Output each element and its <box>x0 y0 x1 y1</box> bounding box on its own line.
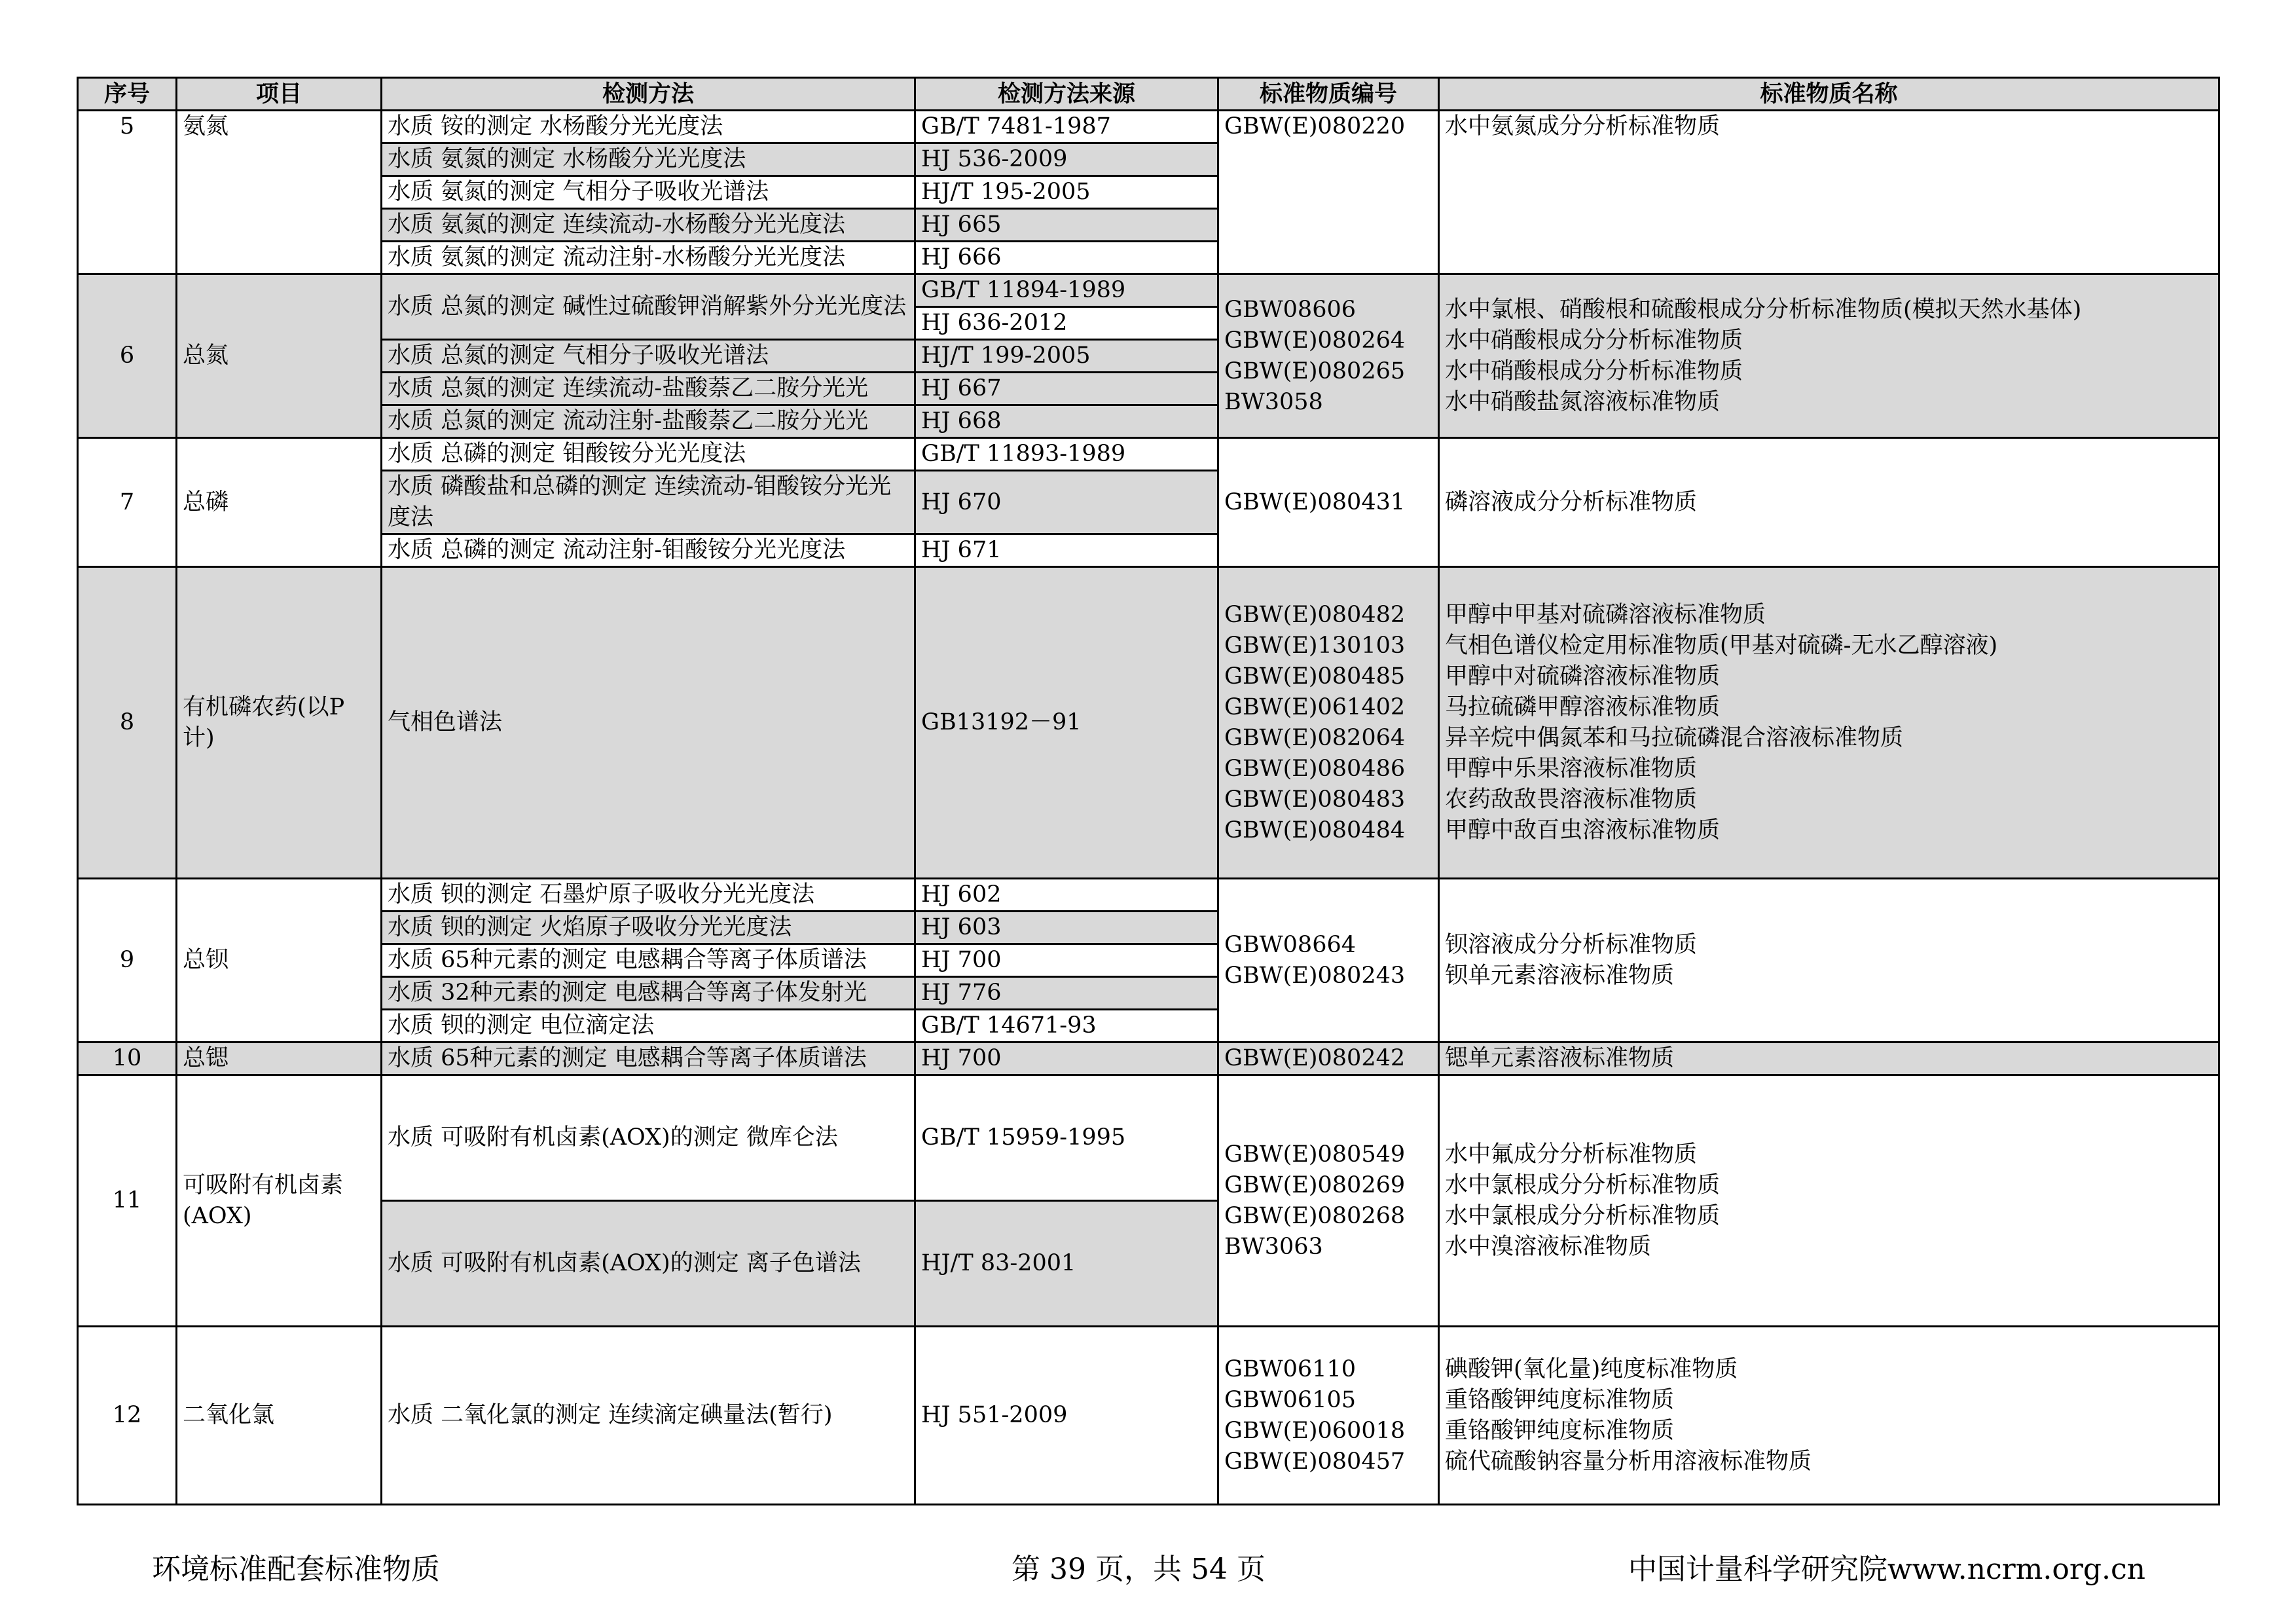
row-codes <box>1218 1075 1439 1327</box>
code-line: GBW(E)060018 <box>1224 1417 1406 1444</box>
row-source: HJ 603 <box>915 912 1218 944</box>
name-line: 水中氯根成分分析标准物质 <box>1445 1202 1721 1229</box>
row-method: 水质 钡的测定 石墨炉原子吸收分光光度法 <box>382 879 915 912</box>
code-line: GBW(E)080268 <box>1224 1202 1406 1229</box>
row-method: 水质 总磷的测定 钼酸铵分光光度法 <box>382 438 915 471</box>
name-line: 水中氟成分分析标准物质 <box>1445 1141 1698 1168</box>
row-names <box>1439 1075 2219 1327</box>
row-number: 10 <box>78 1043 177 1075</box>
row-method: 气相色谱法 <box>382 567 915 879</box>
row-number: 7 <box>78 438 177 567</box>
name-line: 甲醇中甲基对硫磷溶液标准物质 <box>1445 601 1766 628</box>
code-line: GBW(E)080549 <box>1224 1141 1406 1168</box>
row-number: 12 <box>78 1327 177 1505</box>
table-header-row <box>78 78 2219 111</box>
row-source: GB/T 11893-1989 <box>915 438 1218 471</box>
table-row <box>78 1327 2219 1505</box>
code-line: GBW(E)080243 <box>1224 962 1406 989</box>
row-names <box>1439 438 2219 567</box>
name-line: 水中氯根、硝酸根和硫酸根成分分析标准物质(模拟天然水基体) <box>1445 296 2082 323</box>
code-line: GBW(E)080220 <box>1224 113 1406 139</box>
row-method: 水质 钡的测定 电位滴定法 <box>382 1010 915 1043</box>
row-source: HJ 670 <box>915 471 1218 534</box>
row-source: GB/T 11894-1989 <box>915 274 1218 307</box>
table-row <box>78 438 2219 471</box>
row-method: 水质 氨氮的测定 气相分子吸收光谱法 <box>382 176 915 209</box>
row-source: HJ 666 <box>915 242 1218 274</box>
row-names <box>1439 111 2219 274</box>
table-row <box>78 1043 2219 1075</box>
row-method: 水质 铵的测定 水杨酸分光光度法 <box>382 111 915 143</box>
header-item: 项目 <box>177 78 382 111</box>
row-method: 水质 二氧化氯的测定 连续滴定碘量法(暂行) <box>382 1327 915 1505</box>
table-row <box>78 111 2219 143</box>
row-item: 二氧化氯 <box>177 1327 382 1505</box>
row-number: 6 <box>78 274 177 438</box>
row-item: 总磷 <box>177 438 382 567</box>
row-source: HJ/T 199-2005 <box>915 340 1218 373</box>
row-source: HJ/T 83-2001 <box>915 1201 1218 1327</box>
code-line: GBW(E)080264 <box>1224 327 1406 354</box>
name-line: 重铬酸钾纯度标准物质 <box>1445 1386 1675 1413</box>
name-line: 重铬酸钾纯度标准物质 <box>1445 1417 1675 1444</box>
row-item: 总氮 <box>177 274 382 438</box>
header-name: 标准物质名称 <box>1439 78 2219 111</box>
row-source: HJ 668 <box>915 405 1218 438</box>
row-names <box>1439 1043 2219 1075</box>
name-line: 水中硝酸根成分分析标准物质 <box>1445 327 1743 354</box>
row-codes <box>1218 1043 1439 1075</box>
row-names <box>1439 274 2219 438</box>
name-line: 异辛烷中偶氮苯和马拉硫磷混合溶液标准物质 <box>1445 724 1904 751</box>
row-item: 氨氮 <box>177 111 382 274</box>
row-codes <box>1218 879 1439 1043</box>
row-number: 11 <box>78 1075 177 1327</box>
code-line: GBW(E)080486 <box>1224 755 1406 782</box>
row-source: HJ 776 <box>915 977 1218 1010</box>
row-codes <box>1218 567 1439 879</box>
name-line: 气相色谱仪检定用标准物质(甲基对硫磷-无水乙醇溶液) <box>1445 632 1998 659</box>
name-line: 甲醇中对硫磷溶液标准物质 <box>1445 663 1721 690</box>
table-row <box>78 274 2219 307</box>
row-method: 水质 氨氮的测定 水杨酸分光光度法 <box>382 143 915 176</box>
row-codes <box>1218 1327 1439 1505</box>
name-line: 锶单元素溶液标准物质 <box>1445 1045 1675 1071</box>
row-method: 水质 总氮的测定 碱性过硫酸钾消解紫外分光光度法 <box>382 274 915 340</box>
row-method: 水质 氨氮的测定 连续流动-水杨酸分光光度法 <box>382 209 915 242</box>
name-line: 钡单元素溶液标准物质 <box>1445 962 1675 989</box>
row-source: HJ 700 <box>915 1043 1218 1075</box>
code-line: GBW(E)080265 <box>1224 358 1406 384</box>
name-line: 马拉硫磷甲醇溶液标准物质 <box>1445 693 1721 720</box>
row-method: 水质 可吸附有机卤素(AOX)的测定 微库仑法 <box>382 1075 915 1201</box>
row-item: 总钡 <box>177 879 382 1043</box>
code-line: GBW(E)130103 <box>1224 632 1406 659</box>
name-line: 水中硝酸盐氮溶液标准物质 <box>1445 388 1721 415</box>
footer-title: 环境标准配套标准物质 <box>152 1553 440 1586</box>
row-method: 水质 氨氮的测定 流动注射-水杨酸分光光度法 <box>382 242 915 274</box>
code-line: GBW(E)080484 <box>1224 817 1406 843</box>
header-code: 标准物质编号 <box>1218 78 1439 111</box>
row-source: HJ 671 <box>915 534 1218 567</box>
row-codes <box>1218 111 1439 274</box>
table-row <box>78 567 2219 879</box>
row-number: 5 <box>78 111 177 274</box>
name-line: 水中硝酸根成分分析标准物质 <box>1445 358 1743 384</box>
row-names <box>1439 1327 2219 1505</box>
name-line: 钡溶液成分分析标准物质 <box>1445 931 1698 958</box>
name-line: 碘酸钾(氧化量)纯度标准物质 <box>1445 1356 1738 1382</box>
code-line: GBW06105 <box>1224 1386 1356 1413</box>
row-number: 8 <box>78 567 177 879</box>
code-line: GBW08664 <box>1224 931 1356 958</box>
row-method: 水质 可吸附有机卤素(AOX)的测定 离子色谱法 <box>382 1201 915 1327</box>
row-source: HJ 602 <box>915 879 1218 912</box>
code-line: GBW(E)080485 <box>1224 663 1406 690</box>
standards-table <box>77 77 2220 1505</box>
row-codes <box>1218 274 1439 438</box>
name-line: 甲醇中乐果溶液标准物质 <box>1445 755 1698 782</box>
row-method: 水质 磷酸盐和总磷的测定 连续流动-钼酸铵分光光度法 <box>382 471 915 534</box>
header-method: 检测方法 <box>382 78 915 111</box>
row-names <box>1439 567 2219 879</box>
row-codes <box>1218 438 1439 567</box>
code-line: GBW(E)080483 <box>1224 786 1406 813</box>
code-line: GBW(E)080482 <box>1224 601 1406 628</box>
row-source: HJ 636-2012 <box>915 307 1218 340</box>
code-line: GBW(E)080242 <box>1224 1045 1406 1071</box>
row-names <box>1439 879 2219 1043</box>
row-item: 有机磷农药(以P计) <box>177 567 382 879</box>
row-source: HJ 700 <box>915 944 1218 977</box>
name-line: 水中溴溶液标准物质 <box>1445 1233 1652 1260</box>
name-line: 甲醇中敌百虫溶液标准物质 <box>1445 817 1721 843</box>
code-line: GBW08606 <box>1224 296 1356 323</box>
code-line: GBW(E)080431 <box>1224 489 1406 515</box>
row-source: GB/T 7481-1987 <box>915 111 1218 143</box>
name-line: 硫代硫酸钠容量分析用溶液标准物质 <box>1445 1448 1812 1475</box>
header-source: 检测方法来源 <box>915 78 1218 111</box>
code-line: GBW(E)061402 <box>1224 693 1406 720</box>
table-row <box>78 879 2219 912</box>
row-source: GB13192－91 <box>915 567 1218 879</box>
row-number: 9 <box>78 879 177 1043</box>
table-row <box>78 1075 2219 1201</box>
row-source: HJ/T 195-2005 <box>915 176 1218 209</box>
row-item: 总锶 <box>177 1043 382 1075</box>
header-no: 序号 <box>78 78 177 111</box>
name-line: 水中氯根成分分析标准物质 <box>1445 1172 1721 1198</box>
row-method: 水质 钡的测定 火焰原子吸收分光光度法 <box>382 912 915 944</box>
code-line: GBW(E)080269 <box>1224 1172 1406 1198</box>
code-line: GBW(E)082064 <box>1224 724 1406 751</box>
row-method: 水质 32种元素的测定 电感耦合等离子体发射光 <box>382 977 915 1010</box>
row-method: 水质 总氮的测定 连续流动-盐酸萘乙二胺分光光 <box>382 373 915 405</box>
row-source: GB/T 14671-93 <box>915 1010 1218 1043</box>
code-line: GBW(E)080457 <box>1224 1448 1406 1475</box>
row-method: 水质 总磷的测定 流动注射-钼酸铵分光光度法 <box>382 534 915 567</box>
row-source: HJ 551-2009 <box>915 1327 1218 1505</box>
footer-publisher: 中国计量科学研究院www.ncrm.org.cn <box>1628 1553 2145 1586</box>
page-footer <box>0 1545 2296 1591</box>
row-method: 水质 总氮的测定 气相分子吸收光谱法 <box>382 340 915 373</box>
row-method: 水质 65种元素的测定 电感耦合等离子体质谱法 <box>382 1043 915 1075</box>
code-line: BW3063 <box>1224 1233 1323 1260</box>
row-source: HJ 667 <box>915 373 1218 405</box>
row-source: HJ 665 <box>915 209 1218 242</box>
row-method: 水质 65种元素的测定 电感耦合等离子体质谱法 <box>382 944 915 977</box>
row-source: GB/T 15959-1995 <box>915 1075 1218 1201</box>
name-line: 农药敌敌畏溶液标准物质 <box>1445 786 1698 813</box>
code-line: GBW06110 <box>1224 1356 1356 1382</box>
row-source: HJ 536-2009 <box>915 143 1218 176</box>
row-method: 水质 总氮的测定 流动注射-盐酸萘乙二胺分光光 <box>382 405 915 438</box>
name-line: 磷溶液成分分析标准物质 <box>1445 489 1698 515</box>
row-item: 可吸附有机卤素(AOX) <box>177 1075 382 1327</box>
code-line: BW3058 <box>1224 388 1323 415</box>
name-line: 水中氨氮成分分析标准物质 <box>1445 113 1721 139</box>
page-number: 第 39 页，共 54 页 <box>1011 1553 1266 1586</box>
